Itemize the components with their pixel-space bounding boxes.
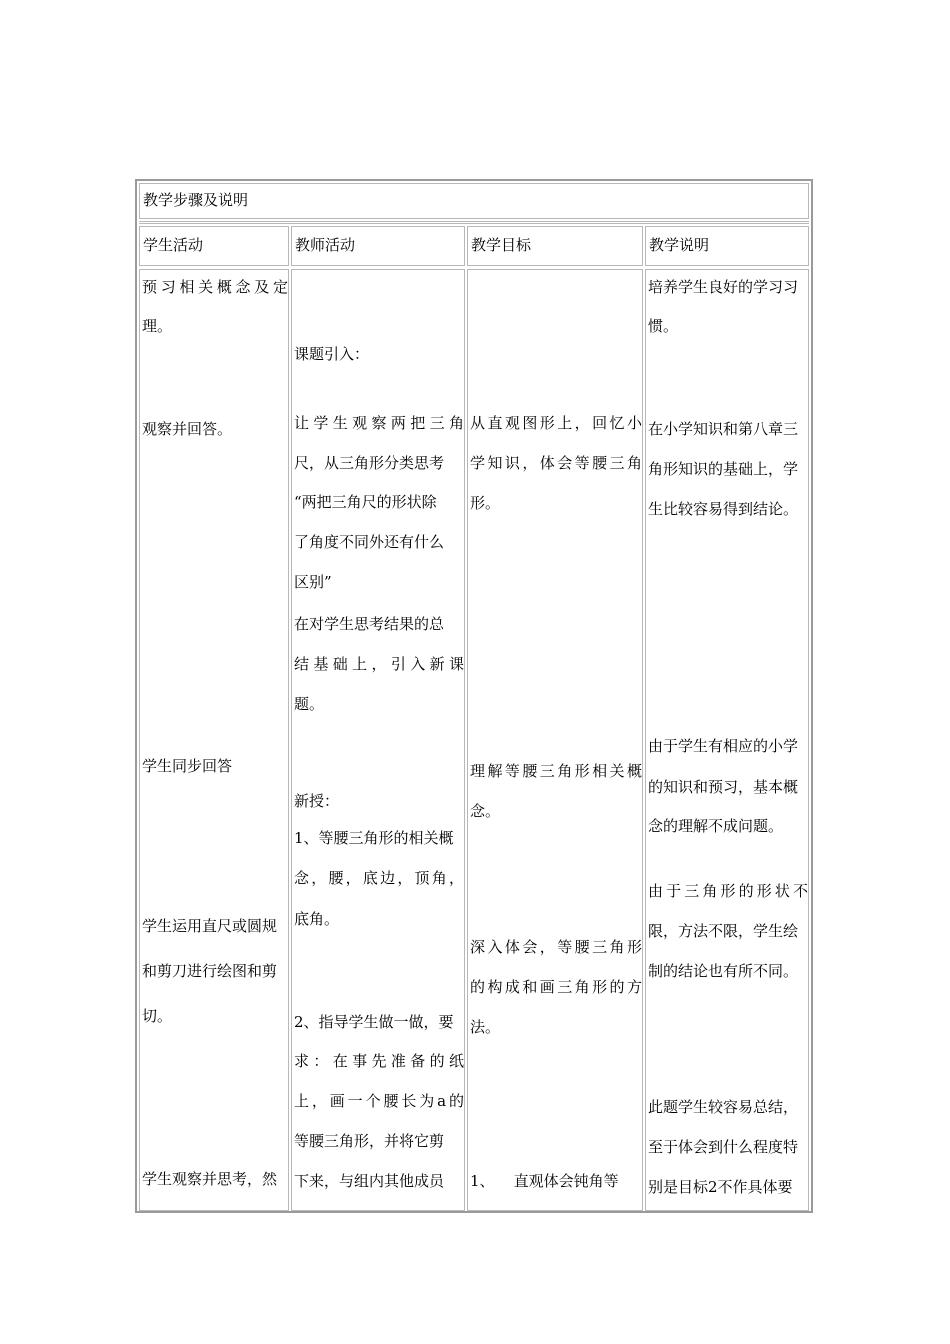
cell-line: 的构成和画三角形的方 [470,978,642,996]
header-teaching-note: 教学说明 [645,226,809,266]
header-teacher-activity: 教师活动 [291,226,465,266]
cell-line: 区别” [294,573,332,591]
cell-line: 念，腰，底边，顶角， [294,869,464,887]
cell-line: 学生同步回答 [142,757,233,775]
cell-line: 新授： [294,792,340,810]
cell-line: 1、 直观体会钝角等 [470,1172,619,1190]
cell-line: 角形知识的基础上，学 [648,460,799,478]
cell-line: 学知识，体会等腰三角 [470,454,642,472]
column-teaching-note [645,269,809,1211]
cell-line: 尺，从三角形分类思考 [294,454,445,472]
table-title: 教学步骤及说明 [143,191,249,209]
cell-line: 了角度不同外还有什么 [294,533,445,551]
cell-line: 从直观图形上，回忆小 [470,414,642,432]
cell-line: 法。 [470,1018,501,1036]
lesson-table [135,179,813,1213]
cell-line: 念的理解不成问题。 [648,817,784,835]
cell-line: 让学生观察两把三角 [294,414,464,432]
cell-line: 制的结论也有所不同。 [648,962,799,980]
cell-line: 在对学生思考结果的总 [294,615,445,633]
cell-line: 学生运用直尺或圆规 [142,917,278,935]
column-student-activity [139,269,289,1211]
cell-line: 此题学生较容易总结， [648,1098,799,1116]
cell-line: 观察并回答。 [142,420,233,438]
cell-line: 结基础上，引入新课 [294,655,464,673]
cell-line: 下来，与组内其他成员 [294,1172,445,1190]
cell-line: 预习相关概念及定 [142,278,288,296]
cell-line: 形。 [470,494,501,512]
cell-line: 求：在事先准备的纸 [294,1052,464,1070]
column-teacher-activity [291,269,465,1211]
table-title-cell [139,183,809,219]
cell-line: “两把三角尺的形状除 [294,493,437,511]
cell-line: 理。 [142,317,173,335]
header-teaching-goal: 教学目标 [467,226,643,266]
cell-line: 课题引入： [294,345,370,363]
cell-line: 和剪刀进行绘图和剪 [142,962,278,980]
header-student-activity: 学生活动 [139,226,289,266]
cell-line: 底角。 [294,910,340,928]
cell-line: 题。 [294,695,325,713]
cell-line: 上，画一个腰长为a的 [294,1092,464,1110]
column-teaching-goal [467,269,643,1211]
cell-line: 1、等腰三角形的相关概 [294,829,454,847]
cell-line: 限，方法不限，学生绘 [648,922,799,940]
title-separator [139,221,809,222]
cell-line: 生比较容易得到结论。 [648,500,799,518]
cell-line: 切。 [142,1007,173,1025]
cell-line: 培养学生良好的学习习 [648,278,799,296]
cell-line: 念。 [470,802,501,820]
cell-line: 惯。 [648,317,679,335]
cell-line: 的知识和预习，基本概 [648,778,799,796]
cell-line: 由于三角形的形状不 [648,882,808,900]
title-separator-2 [139,223,809,224]
cell-line: 在小学知识和第八章三 [648,420,799,438]
cell-line: 深入体会，等腰三角形 [470,938,642,956]
cell-line: 至于体会到什么程度特 [648,1138,799,1156]
cell-line: 由于学生有相应的小学 [648,737,799,755]
cell-line: 等腰三角形，并将它剪 [294,1132,445,1150]
cell-line: 理解等腰三角形相关概 [470,762,642,780]
cell-line: 学生观察并思考，然 [142,1170,278,1188]
cell-line: 2、指导学生做一做，要 [294,1013,454,1031]
cell-line: 别是目标2不作具体要 [648,1178,793,1196]
